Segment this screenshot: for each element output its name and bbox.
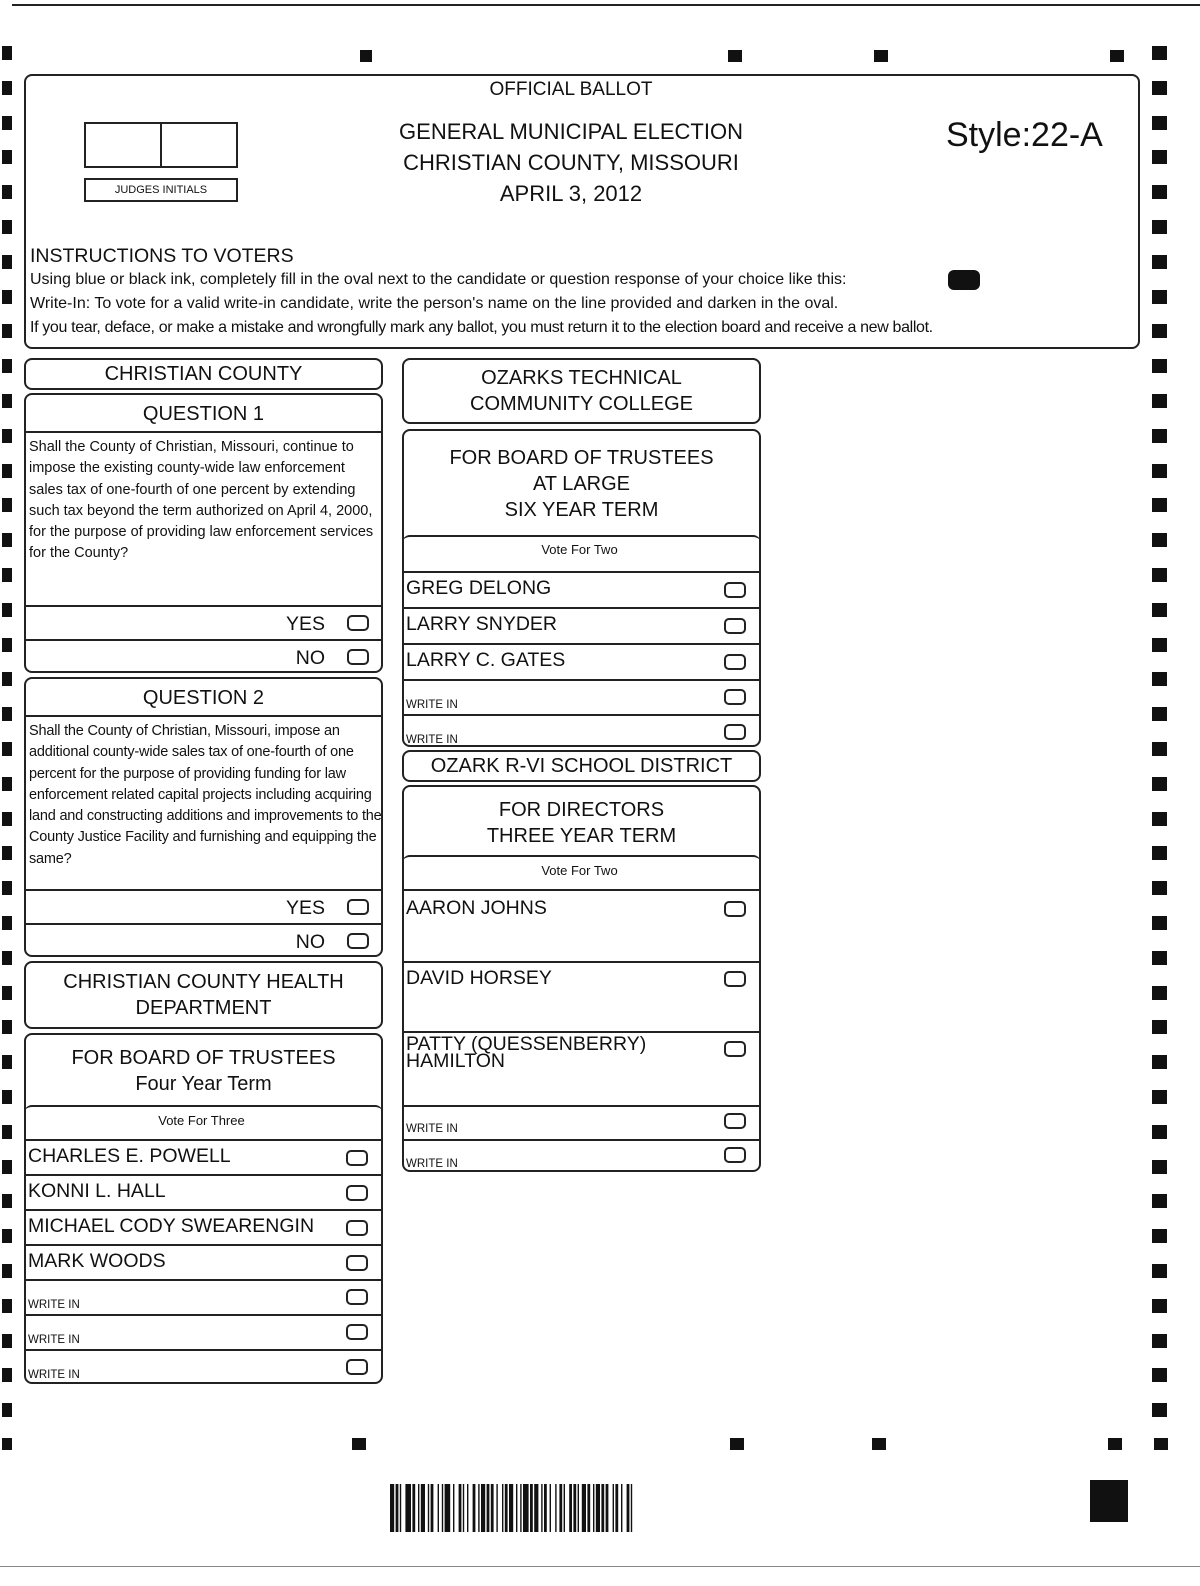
timing-mark [2, 916, 12, 930]
office-title: FOR BOARD OF TRUSTEES [449, 447, 714, 469]
timing-mark [1152, 533, 1167, 547]
barcode-bar [520, 1484, 521, 1532]
candidate-oval[interactable] [724, 901, 746, 917]
no-label: NO [295, 931, 325, 953]
answer-row-yes [24, 889, 383, 925]
barcode-bar [627, 1484, 630, 1532]
write-in-row[interactable] [24, 1349, 383, 1385]
otc-office [404, 443, 759, 525]
timing-mark [2, 185, 12, 199]
barcode-bar [431, 1484, 434, 1532]
barcode-bar [390, 1484, 394, 1532]
timing-mark [1152, 255, 1167, 269]
ozark-directors-office [404, 793, 759, 853]
timing-mark [2, 324, 12, 338]
timing-mark [2, 846, 12, 860]
timing-mark [1152, 742, 1167, 756]
write-in-row[interactable] [402, 1139, 761, 1172]
timing-mark [2, 672, 12, 686]
timing-mark [2, 603, 12, 617]
barcode-bar [601, 1484, 604, 1532]
timing-mark [2, 1264, 12, 1278]
question-1-title-text: QUESTION 1 [142, 403, 265, 425]
timing-mark [2, 1160, 12, 1174]
answer-row-no [24, 639, 383, 673]
barcode-bar [421, 1484, 425, 1532]
write-in-row[interactable] [402, 1105, 761, 1139]
candidate-row [402, 961, 761, 1031]
candidate-oval[interactable] [724, 971, 746, 987]
timing-mark [1152, 603, 1167, 617]
timing-mark [2, 1090, 12, 1104]
timing-mark [1152, 638, 1167, 652]
timing-mark [2, 568, 12, 582]
timing-mark [352, 1438, 366, 1450]
timing-mark [2, 742, 12, 756]
timing-mark [2, 116, 12, 130]
timing-mark [1152, 1229, 1167, 1243]
timing-mark [1152, 812, 1167, 826]
timing-mark [1110, 50, 1124, 62]
question-2-title [26, 679, 381, 717]
election-date: APRIL 3, 2012 [499, 181, 643, 206]
yes-label: YES [285, 613, 325, 635]
candidate-name: MARK WOODS [28, 1250, 166, 1272]
instructions-title: INSTRUCTIONS TO VOTERS [30, 245, 294, 267]
barcode-bar [405, 1484, 411, 1532]
instructions [30, 244, 1130, 340]
barcode-bar [412, 1484, 415, 1532]
office-term: SIX YEAR TERM [504, 499, 659, 521]
timing-mark [1152, 429, 1167, 443]
ozark-school-title: OZARK R-VI SCHOOL DISTRICT [430, 755, 733, 777]
write-in-row[interactable] [24, 1314, 383, 1350]
office-title: AT LARGE [532, 473, 631, 495]
timing-mark [1108, 1438, 1122, 1450]
office-term: THREE YEAR TERM [486, 825, 677, 847]
candidate-name: PATTY (QUESSENBERRY) [406, 1033, 647, 1055]
instructions-line: If you tear, deface, or make a mistake and wrongfully mark any ballot, you must return it to the election board and receive a new ballot. [30, 319, 933, 336]
barcode-bar [569, 1484, 572, 1532]
timing-mark [2, 1334, 12, 1348]
timing-mark [1152, 220, 1167, 234]
candidate-oval[interactable] [724, 1041, 746, 1057]
barcode-bar [481, 1484, 485, 1532]
barcode-bar [418, 1484, 419, 1532]
instructions-line: Write-In: To vote for a valid write-in candidate, write the person's name on the line provided and darken in the oval. [30, 295, 839, 312]
timing-mark [2, 359, 12, 373]
write-in-label: WRITE IN [406, 1123, 458, 1135]
official-ballot-label: OFFICIAL BALLOT [489, 79, 653, 100]
timing-mark [2, 533, 12, 547]
timing-mark [2, 1229, 12, 1243]
timing-mark [1152, 1334, 1167, 1348]
timing-mark [1152, 1125, 1167, 1139]
timing-mark [1152, 568, 1167, 582]
candidate-oval[interactable] [724, 582, 746, 598]
barcode-bar [487, 1484, 490, 1532]
timing-mark [1152, 150, 1167, 164]
timing-mark [1154, 1438, 1168, 1450]
yes-oval[interactable] [347, 899, 369, 915]
vote-for-row [24, 1105, 383, 1141]
vote-for-label: Vote For Two [541, 863, 618, 878]
health-department-title: CHRISTIAN COUNTY HEALTH [63, 971, 344, 993]
question-2-contest [24, 677, 383, 957]
timing-mark [2, 394, 12, 408]
timing-mark [2, 1125, 12, 1139]
christian-county-header [24, 358, 383, 390]
question-1-text: Shall the County of Christian, Missouri, continue to impose the existing county-wide law enforcement sales tax of one-fourth of one percent by extending such tax beyond the term authorized on April 4, 2000, for the purpose of providing law enforcement services for the County? [29, 439, 374, 562]
otc-title: OZARKS TECHNICAL [481, 367, 682, 389]
barcode-bar [582, 1484, 586, 1532]
write-in-oval[interactable] [724, 689, 746, 705]
no-label: NO [295, 647, 325, 669]
timing-mark [2, 777, 12, 791]
otc-title: COMMUNITY COLLEGE [470, 393, 693, 415]
judges-initials-label: JUDGES INITIALS [114, 184, 208, 196]
barcode-bar [541, 1484, 542, 1532]
barcode-bar [606, 1484, 609, 1532]
write-in-label: WRITE IN [28, 1299, 80, 1311]
question-2-title-text: QUESTION 2 [142, 687, 265, 709]
election-county: CHRISTIAN COUNTY, MISSOURI [403, 150, 739, 175]
candidate-name: CHARLES E. POWELL [28, 1145, 231, 1167]
timing-mark [1152, 1090, 1167, 1104]
timing-mark [2, 951, 12, 965]
candidate-name: LARRY SNYDER [406, 613, 558, 635]
barcode-bar [400, 1484, 401, 1532]
timing-mark [2, 290, 12, 304]
timing-mark [2, 1403, 12, 1417]
write-in-row[interactable] [402, 679, 761, 715]
barcode-bar [596, 1484, 600, 1532]
barcode-bar [478, 1484, 479, 1532]
barcode-bar [467, 1484, 468, 1532]
vote-for-label: Vote For Two [541, 542, 618, 557]
timing-mark [1152, 1020, 1167, 1034]
election-name: GENERAL MUNICIPAL ELECTION [399, 119, 743, 144]
candidate-name: LARRY C. GATES [406, 649, 566, 671]
barcode-bar [587, 1484, 590, 1532]
timing-mark [1152, 185, 1167, 199]
barcode-bar [428, 1484, 429, 1532]
question-1-contest [24, 393, 383, 673]
barcode-bar [459, 1484, 462, 1532]
yes-oval[interactable] [347, 615, 369, 631]
timing-mark [2, 881, 12, 895]
health-department-title: DEPARTMENT [135, 997, 272, 1019]
timing-mark [874, 50, 888, 62]
otc-board-contest [402, 429, 761, 747]
barcode-bar [491, 1484, 494, 1532]
barcode-bar [573, 1484, 576, 1532]
timing-mark [2, 255, 12, 269]
write-in-row[interactable] [24, 1279, 383, 1315]
timing-mark [1152, 916, 1167, 930]
candidate-name: AARON JOHNS [406, 897, 547, 919]
office-title: FOR DIRECTORS [498, 799, 665, 821]
timing-mark [2, 1368, 12, 1382]
timing-mark [1152, 707, 1167, 721]
ozark-directors-contest [402, 785, 761, 1172]
barcode-bar [396, 1484, 399, 1532]
timing-mark [1152, 394, 1167, 408]
barcode-bar [502, 1484, 503, 1532]
write-in-oval[interactable] [346, 1289, 368, 1305]
question-1-title [26, 395, 381, 433]
official-ballot-title [406, 76, 736, 104]
question-2-divider [24, 715, 383, 717]
no-oval[interactable] [347, 933, 369, 949]
health-board-office [26, 1041, 381, 1101]
question-1-divider [24, 431, 383, 433]
timing-mark [1152, 1055, 1167, 1069]
filled-oval-example [948, 270, 980, 290]
barcode-bar [463, 1484, 464, 1532]
barcode-bar [578, 1484, 579, 1532]
ballot-style: Style:22-A [946, 116, 1103, 154]
barcode-bar [593, 1484, 594, 1532]
timing-mark [2, 46, 12, 60]
write-in-oval[interactable] [724, 1113, 746, 1129]
write-in-oval[interactable] [346, 1359, 368, 1375]
timing-mark [1152, 324, 1167, 338]
timing-mark [2, 220, 12, 234]
timing-mark [1152, 1368, 1167, 1382]
timing-mark [1152, 116, 1167, 130]
vote-for-row [402, 855, 761, 891]
question-2-text: Shall the County of Christian, Missouri, impose an additional county-wide sales tax of one-fourth of one percent for the purpose of providing funding for law enforcement related capital projects including acquiring land and constructing additions and improvements to the County Justice Facility and furnishing and equipping the same? [29, 723, 382, 867]
timing-mark [730, 1438, 744, 1450]
barcode-bar [442, 1484, 443, 1532]
timing-mark [2, 812, 12, 826]
timing-mark [2, 1020, 12, 1034]
timing-mark [1152, 1299, 1167, 1313]
candidate-oval[interactable] [346, 1185, 368, 1201]
candidate-oval[interactable] [724, 618, 746, 634]
judges-initials-label-box [84, 178, 238, 202]
timing-mark [2, 707, 12, 721]
barcode-bar [453, 1484, 454, 1532]
candidate-name: DAVID HORSEY [406, 967, 552, 989]
timing-mark [2, 1194, 12, 1208]
timing-mark [2, 1299, 12, 1313]
barcode-bar [445, 1484, 451, 1532]
candidate-name: GREG DELONG [406, 577, 552, 599]
timing-mark [1152, 846, 1167, 860]
top-border-line [12, 4, 1200, 6]
timing-mark [1152, 951, 1167, 965]
write-in-oval[interactable] [724, 724, 746, 740]
timing-mark [1152, 46, 1167, 60]
yes-label: YES [285, 897, 325, 919]
judges-initials-box[interactable] [84, 122, 238, 168]
barcode-bar [523, 1484, 529, 1532]
write-in-label: WRITE IN [406, 699, 458, 711]
candidate-row [24, 1244, 383, 1279]
timing-mark [1152, 464, 1167, 478]
barcode-bar [544, 1484, 547, 1532]
barcode-bar [509, 1484, 513, 1532]
timing-mark [1152, 359, 1167, 373]
barcode-bar [555, 1484, 556, 1532]
corner-mark [1090, 1480, 1128, 1522]
timing-mark [1152, 290, 1167, 304]
timing-mark [1152, 777, 1167, 791]
candidate-row [402, 643, 761, 679]
candidate-oval[interactable] [346, 1220, 368, 1236]
timing-mark [360, 50, 372, 62]
instructions-line: Using blue or black ink, completely fill in the oval next to the candidate or question response of your choice like this: [30, 271, 847, 288]
health-board-contest [24, 1033, 383, 1384]
candidate-row [24, 1139, 383, 1174]
write-in-oval[interactable] [724, 1147, 746, 1163]
timing-mark [1152, 1264, 1167, 1278]
barcode-bar [613, 1484, 614, 1532]
timing-mark [728, 50, 742, 62]
office-term: Four Year Term [135, 1073, 272, 1095]
barcode-bar [473, 1484, 476, 1532]
candidate-row [402, 571, 761, 607]
timing-mark [1152, 1160, 1167, 1174]
timing-mark [1152, 1403, 1167, 1417]
timing-mark [1152, 81, 1167, 95]
candidate-name: MICHAEL CODY SWEARENGIN [28, 1215, 315, 1237]
timing-mark [872, 1438, 886, 1450]
office-title: FOR BOARD OF TRUSTEES [71, 1047, 336, 1069]
barcode-bar [631, 1484, 632, 1532]
candidate-oval[interactable] [346, 1150, 368, 1166]
timing-mark [1152, 498, 1167, 512]
timing-mark [2, 638, 12, 652]
barcode-bar [516, 1484, 517, 1532]
barcode-bar [621, 1484, 622, 1532]
ozark-school-header [402, 750, 761, 782]
health-department-header [24, 961, 383, 1029]
barcode-bar [550, 1484, 551, 1532]
timing-mark [1152, 672, 1167, 686]
candidate-oval[interactable] [724, 654, 746, 670]
ballot-barcode [390, 1484, 810, 1532]
write-in-label: WRITE IN [406, 734, 458, 746]
timing-mark [1152, 986, 1167, 1000]
candidate-row [402, 1031, 761, 1105]
barcode-bar [530, 1484, 533, 1532]
timing-mark [2, 150, 12, 164]
candidate-name: KONNI L. HALL [28, 1180, 166, 1202]
otc-header [402, 358, 761, 424]
vote-for-row [402, 535, 761, 571]
christian-county-title: CHRISTIAN COUNTY [104, 363, 303, 385]
timing-mark [2, 429, 12, 443]
ballot-header [24, 74, 1140, 349]
candidate-row [402, 607, 761, 643]
timing-mark [2, 1438, 12, 1450]
write-in-label: WRITE IN [28, 1334, 80, 1346]
candidate-row [24, 1209, 383, 1244]
barcode-bar [615, 1484, 618, 1532]
write-in-oval[interactable] [346, 1324, 368, 1340]
timing-mark [2, 81, 12, 95]
barcode-bar [496, 1484, 497, 1532]
candidate-row [402, 889, 761, 961]
answer-row-yes [24, 605, 383, 641]
timing-mark [1152, 1194, 1167, 1208]
candidate-oval[interactable] [346, 1255, 368, 1271]
timing-mark [2, 464, 12, 478]
timing-mark [2, 498, 12, 512]
timing-mark [2, 986, 12, 1000]
barcode-bar [534, 1484, 538, 1532]
judges-initials-divider [160, 124, 162, 166]
write-in-row[interactable] [402, 714, 761, 750]
barcode-bar [564, 1484, 565, 1532]
timing-mark [1152, 881, 1167, 895]
write-in-label: WRITE IN [28, 1369, 80, 1381]
election-title [346, 116, 796, 209]
barcode-bar [505, 1484, 508, 1532]
candidate-row [24, 1174, 383, 1209]
timing-mark [2, 1055, 12, 1069]
barcode-bar [559, 1484, 562, 1532]
answer-row-no [24, 923, 383, 957]
barcode-bar [438, 1484, 439, 1532]
candidate-name: HAMILTON [406, 1050, 505, 1072]
vote-for-label: Vote For Three [158, 1113, 245, 1128]
bottom-border-line [0, 1566, 1200, 1567]
no-oval[interactable] [347, 649, 369, 665]
write-in-label: WRITE IN [406, 1158, 458, 1170]
